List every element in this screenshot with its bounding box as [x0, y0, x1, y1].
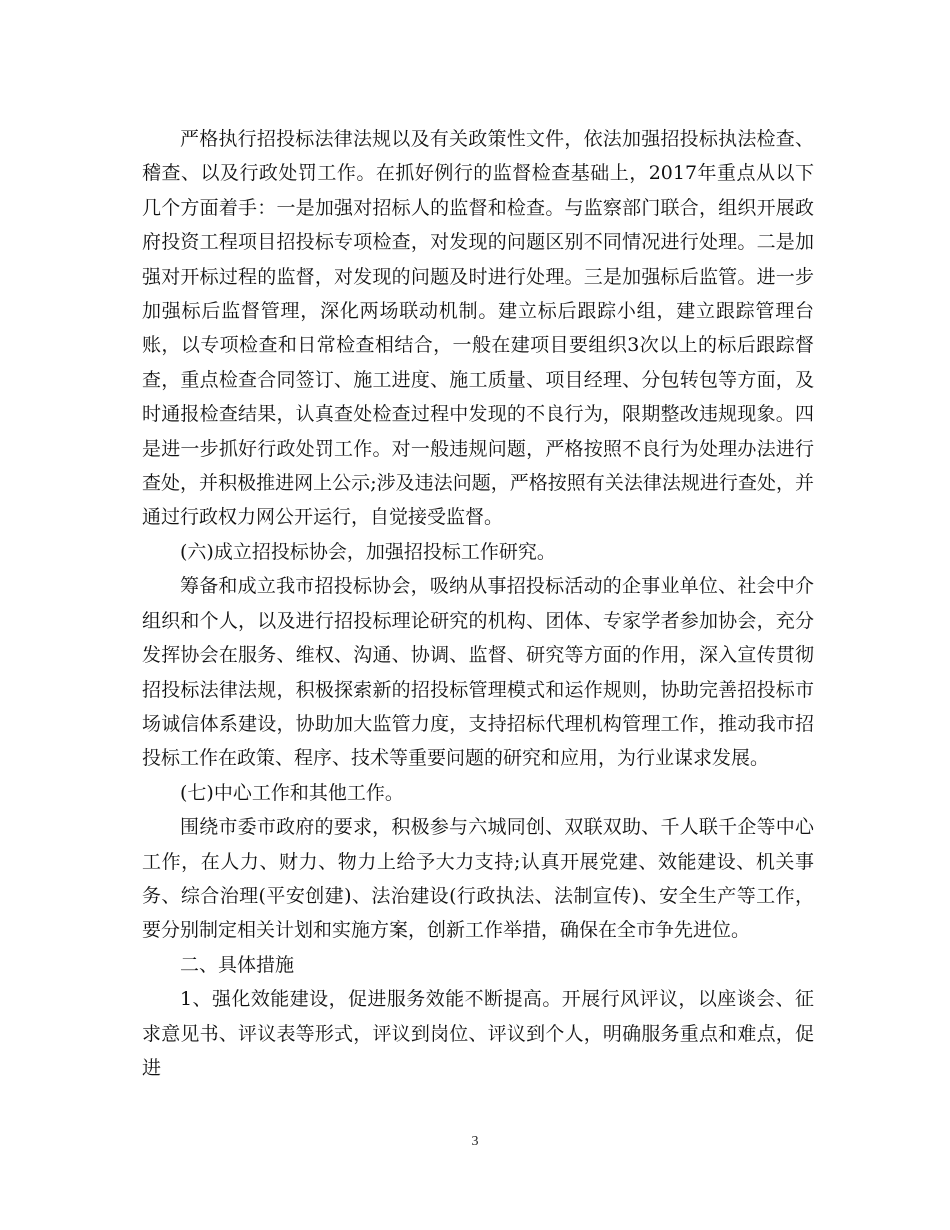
page-number: 3 — [471, 1134, 479, 1149]
section-heading-central-work: (七)中心工作和其他工作。 — [180, 781, 404, 804]
paragraph-association: 筹备和成立我市招投标协会，吸纳从事招投标活动的企事业单位、社会中介组织和个人，以及进行招投标理论研究的机构、团体、专家学者参加协会，充分发挥协会在服务、维权、沟通、协调、监督、研究等方面的作用，深入宣传贯彻招投标法律法规，积极探索新的招投标管理模式和运作规则，协助完善招投标市场诚信体系建设，协助加大监管力度，支持招标代理机构管理工作，推动我市招投标工作在政策、程序、技术等重要问题的研究和应用，为行业谋求发展。 — [142, 575, 814, 770]
section-heading-measures: 二、具体措施 — [180, 953, 295, 976]
paragraph-supervision: 严格执行招投标法律法规以及有关政策性文件，依法加强招投标执法检查、稽查、以及行政处罚工作。在抓好例行的监督检查基础上，2017年重点从以下几个方面着手：一是加强对招标人的监督和检查。与监察部门联合，组织开展政府投资工程项目招投标专项检查，对发现的问题区别不同情况进行处理。二是加强对开标过程的监督，对发现的问题及时进行处理。三是加强标后监管。进一步加强标后监督管理，深化两场联动机制。建立标后跟踪小组，建立跟踪管理台账，以专项检查和日常检查相结合，一般在建项目要组织3次以上的标后跟踪督查，重点检查合同签订、施工进度、施工质量、项目经理、分包转包等方面，及时通报检查结果，认真查处检查过程中发现的不良行为，限期整改违规现象。四是进一步抓好行政处罚工作。对一般违规问题，严格按照不良行为处理办法进行查处，并积极推进网上公示;涉及违法问题，严格按照有关法律法规进行查处，并通过行政权力网公开运行，自觉接受监督。 — [142, 128, 814, 529]
paragraph-efficiency: 1、强化效能建设，促进服务效能不断提高。开展行风评议，以座谈会、征求意见书、评议表等形式，评议到岗位、评议到个人，明确服务重点和难点，促进 — [142, 988, 814, 1079]
paragraph-central-work: 围绕市委市政府的要求，积极参与六城同创、双联双助、千人联千企等中心工作，在人力、财力、物力上给予大力支持;认真开展党建、效能建设、机关事务、综合治理(平安创建)、法治建设(行政执法、法制宣传)、安全生产等工作，要分别制定相关计划和实施方案，创新工作举措，确保在全市争先进位。 — [142, 816, 814, 942]
section-heading-association: (六)成立招投标协会，加强招投标工作研究。 — [180, 540, 556, 563]
document-body — [142, 122, 814, 1085]
